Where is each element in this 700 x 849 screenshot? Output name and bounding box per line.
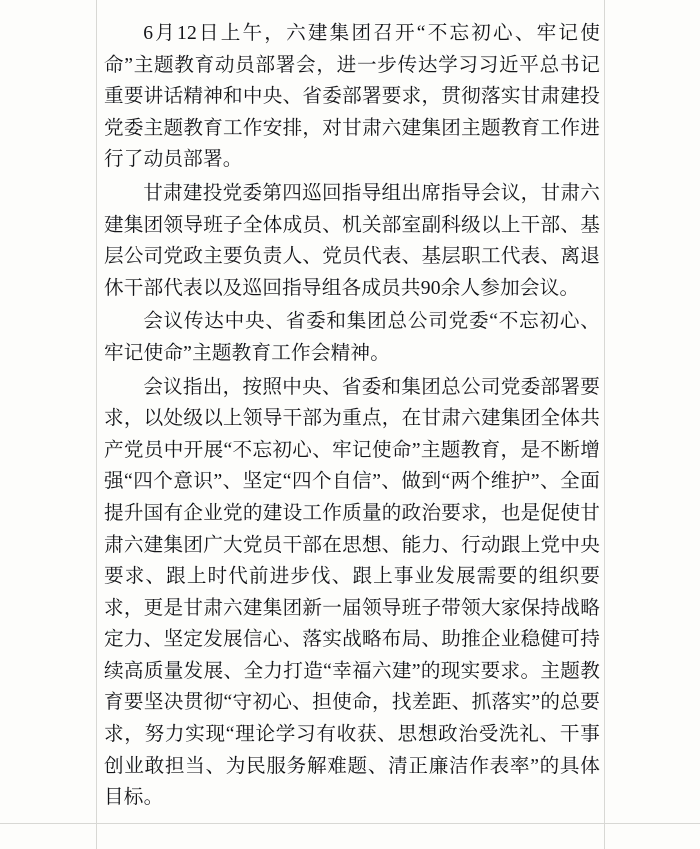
document-body — [104, 18, 600, 816]
page-left-margin-rule — [96, 0, 97, 849]
page-right-margin-rule — [604, 0, 605, 849]
paragraph: 6月12日上午，六建集团召开“不忘初心、牢记使命”主题教育动员部署会，进一步传达学习习近平总书记重要讲话精神和中央、省委部署要求，贯彻落实甘肃建投党委主题教育工作安排，对甘肃六建集团主题教育工作进行了动员部署。 — [104, 23, 600, 171]
paragraph: 会议指出，按照中央、省委和集团总公司党委部署要求，以处级以上领导干部为重点，在甘肃六建集团全体共产党员中开展“不忘初心、牢记使命”主题教育，是不断增强“四个意识”、坚定“四个自信”、做到“两个维护”、全面提升国有企业党的建设工作质量的政治要求，也是促使甘肃六建集团广大党员干部在思想、能力、行动跟上党中央要求、跟上时代前进步伐、跟上事业发展需要的组织要求，更是甘肃六建集团新一届领导班子带领大家保持战略定力、坚定发展信心、落实战略布局、助推企业稳健可持续高质量发展、全力打造“幸福六建”的现实要求。主题教育要坚决贯彻“守初心、担使命，找差距、抓落实”的总要求，努力实现“理论学习有收获、思想政治受洗礼、干事创业敢担当、为民服务解难题、清正廉洁作表率”的具体目标。 — [104, 376, 600, 809]
paragraph: 甘肃建投党委第四巡回指导组出席指导会议，甘肃六建集团领导班子全体成员、机关部室副科级以上干部、基层公司党政主要负责人、党员代表、基层职工代表、离退休干部代表以及巡回指导组各成员共90余人参加会议。 — [104, 182, 600, 299]
page-bottom-rule — [0, 823, 700, 824]
paragraph: 会议传达中央、省委和集团总公司党委“不忘初心、牢记使命”主题教育工作会精神。 — [104, 311, 600, 364]
